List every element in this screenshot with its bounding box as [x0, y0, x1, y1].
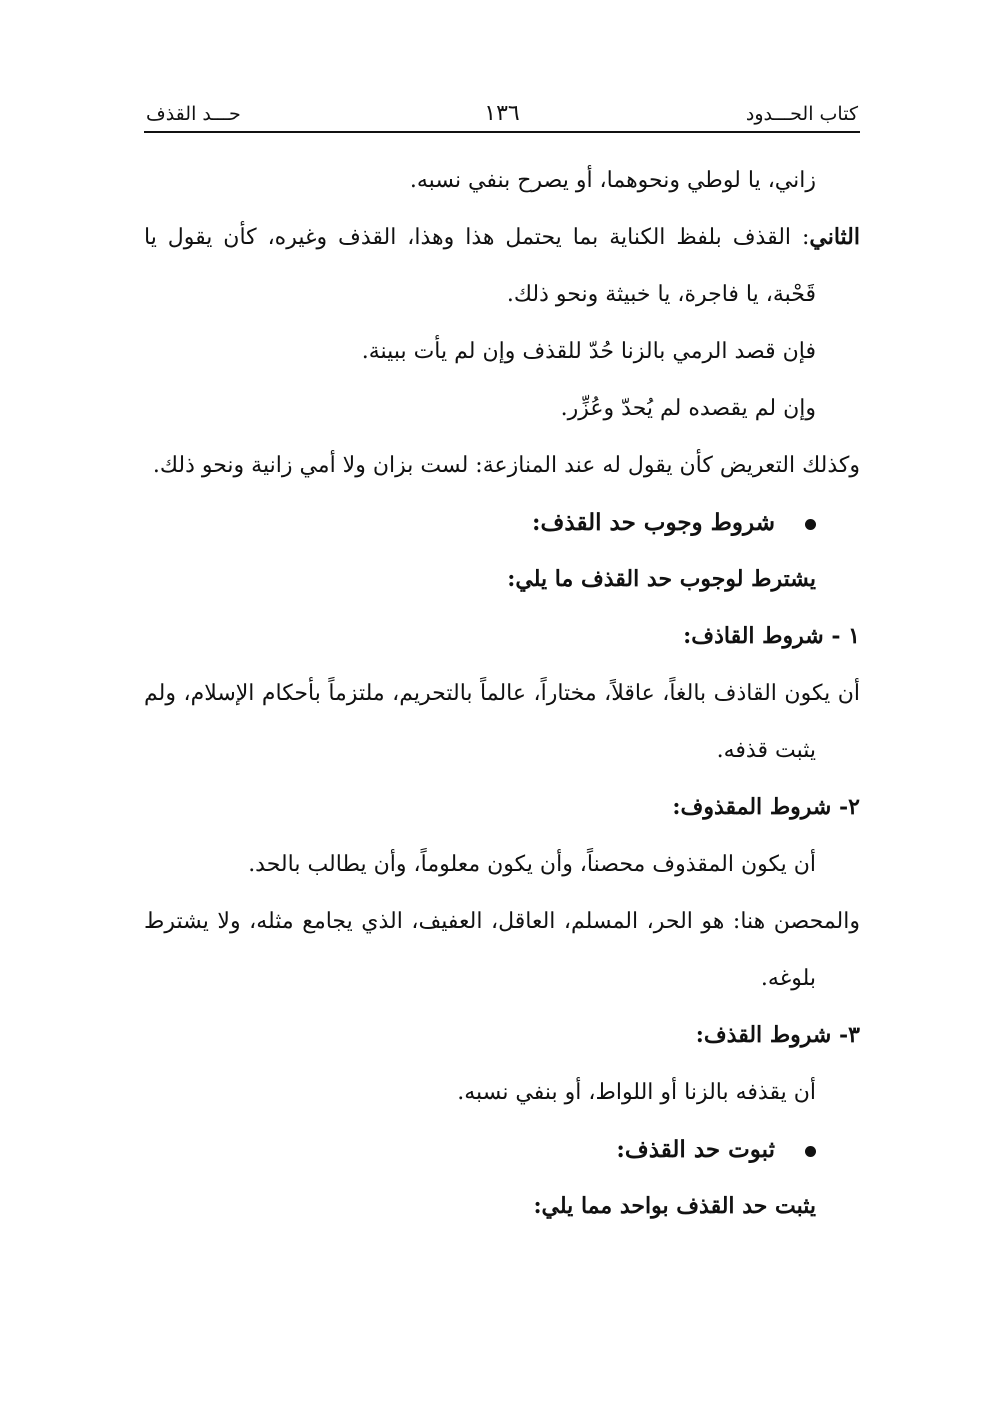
bullet-icon: [805, 1146, 816, 1157]
running-header: [144, 101, 860, 133]
paragraph: أن يكون القاذف بالغاً، عاقلاً، مختاراً، عالماً بالتحريم، ملتزماً بأحكام الإسلام، ولم يثبت قذفه.: [144, 681, 860, 763]
section-heading-text: ثبوت حد القذف:: [616, 1136, 775, 1163]
paragraph-second-type: [144, 209, 860, 323]
subheading: ٣- شروط القذف:: [695, 1022, 860, 1048]
page-body: [144, 152, 860, 1235]
section-heading: [144, 494, 860, 551]
chapter-title: حـــد القذف: [146, 103, 241, 125]
paragraph: والمحصن هنا: هو الحر، المسلم، العاقل، العفيف، الذي يجامع مثله، ولا يشترط بلوغه.: [144, 909, 860, 991]
page-number: ١٣٦: [484, 101, 520, 126]
paragraph-label: الثاني: [809, 224, 860, 250]
paragraph: فإن قصد الرمي بالزنا حُدّ للقذف وإن لم يأت ببينة.: [361, 339, 816, 364]
bullet-icon: [805, 519, 816, 530]
section-heading-text: شروط وجوب حد القذف:: [532, 509, 775, 536]
paragraph: أن يقذفه بالزنا أو اللواط، أو بنفي نسبه.: [457, 1080, 816, 1105]
paragraph-text: : القذف بلفظ الكناية بما يحتمل هذا وهذا، القذف وغيره، كأن يقول يا قَحْبة، يا فاجرة، يا خبيثة ونحو ذلك.: [144, 225, 816, 307]
paragraph: أن يكون المقذوف محصناً، وأن يكون معلوماً، وأن يطالب بالحد.: [248, 852, 816, 877]
paragraph: وإن لم يقصده لم يُحدّ وعُزِّر.: [560, 396, 816, 421]
subheading: ٢- شروط المقذوف:: [672, 794, 860, 820]
paragraph-bold: يشترط لوجوب حد القذف ما يلي:: [507, 566, 816, 592]
paragraph-bold: يثبت حد القذف بواحد مما يلي:: [533, 1193, 816, 1219]
paragraph: وكذلك التعريض كأن يقول له عند المنازعة: لست بزان ولا أمي زانية ونحو ذلك.: [152, 453, 860, 478]
subheading: ١ - شروط القاذف:: [683, 623, 860, 649]
section-heading: [144, 1121, 860, 1178]
book-title: كتاب الحـــدود: [745, 103, 858, 125]
paragraph: زاني، يا لوطي ونحوهما، أو يصرح بنفي نسبه.: [409, 168, 816, 193]
